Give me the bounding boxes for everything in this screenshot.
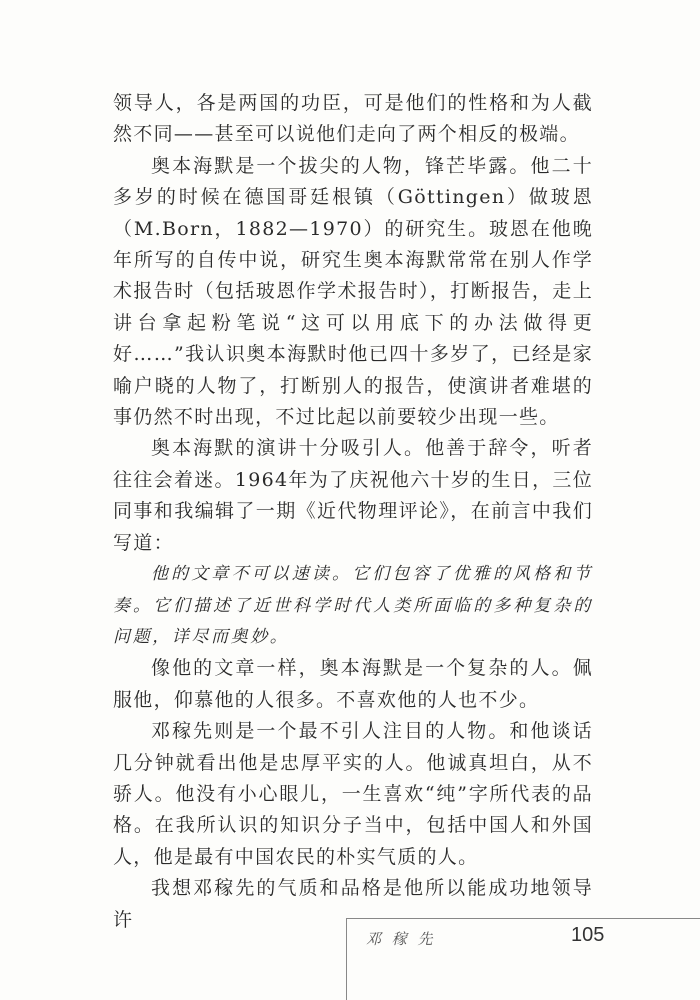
paragraph-deng-character: 邓稼先则是一个最不引人注目的人物。和他谈话几分钟就看出他是忠厚平实的人。他诚真坦白，从不骄人。他没有小心眼儿，一生喜欢“纯”字所代表的品格。在我所认识的知识分子当中，包括中国人和外国人，他是最有中国农民的朴实气质的人。: [113, 720, 593, 868]
footer-divider: [346, 918, 700, 919]
block-quote: 他的文章不可以速读。它们包容了优雅的风格和节奏。它们描述了近世科学时代人类所面临的多种复杂的问题，详尽而奥妙。: [113, 564, 593, 647]
paragraph-continuation: 领导人，各是两国的功臣，可是他们的性格和为人截然不同——甚至可以说他们走向了两个相反的极端。: [113, 92, 593, 146]
page-number: 105: [571, 924, 605, 946]
body-text: [113, 88, 593, 936]
paragraph-oppenheimer-intro: 奥本海默是一个拔尖的人物，锋芒毕露。他二十多岁的时候在德国哥廷根镇（Göttingen）做玻恩（M.Born，1882—1970）的研究生。玻恩在他晚年所写的自传中说，研究生奥本海默常常在别人作学术报告时（包括玻恩作学术报告时），打断报告，走上讲台拿起粉笔说“这可以用底下的办法做得更好……”我认识奥本海默时他已四十多岁了，已经是家喻户晓的人物了，打断别人的报告，使演讲者难堪的事仍然不时出现，不过比起以前要较少出现一些。: [113, 154, 593, 429]
paragraph-complex-person: 像他的文章一样，奥本海默是一个复杂的人。佩服他，仰慕他的人很多。不喜欢他的人也不少。: [113, 657, 593, 711]
running-head: 邓 稼 先: [366, 930, 436, 948]
paragraph-deng-leadership: 我想邓稼先的气质和品格是他所以能成功地领导许: [113, 877, 593, 931]
paragraph-oppenheimer-speech: 奥本海默的演讲十分吸引人。他善于辞令，听者往往会着迷。1964年为了庆祝他六十岁的生日，三位同事和我编辑了一期《近代物理评论》，在前言中我们写道：: [113, 437, 593, 554]
footer-vertical-rule: [346, 918, 347, 1000]
